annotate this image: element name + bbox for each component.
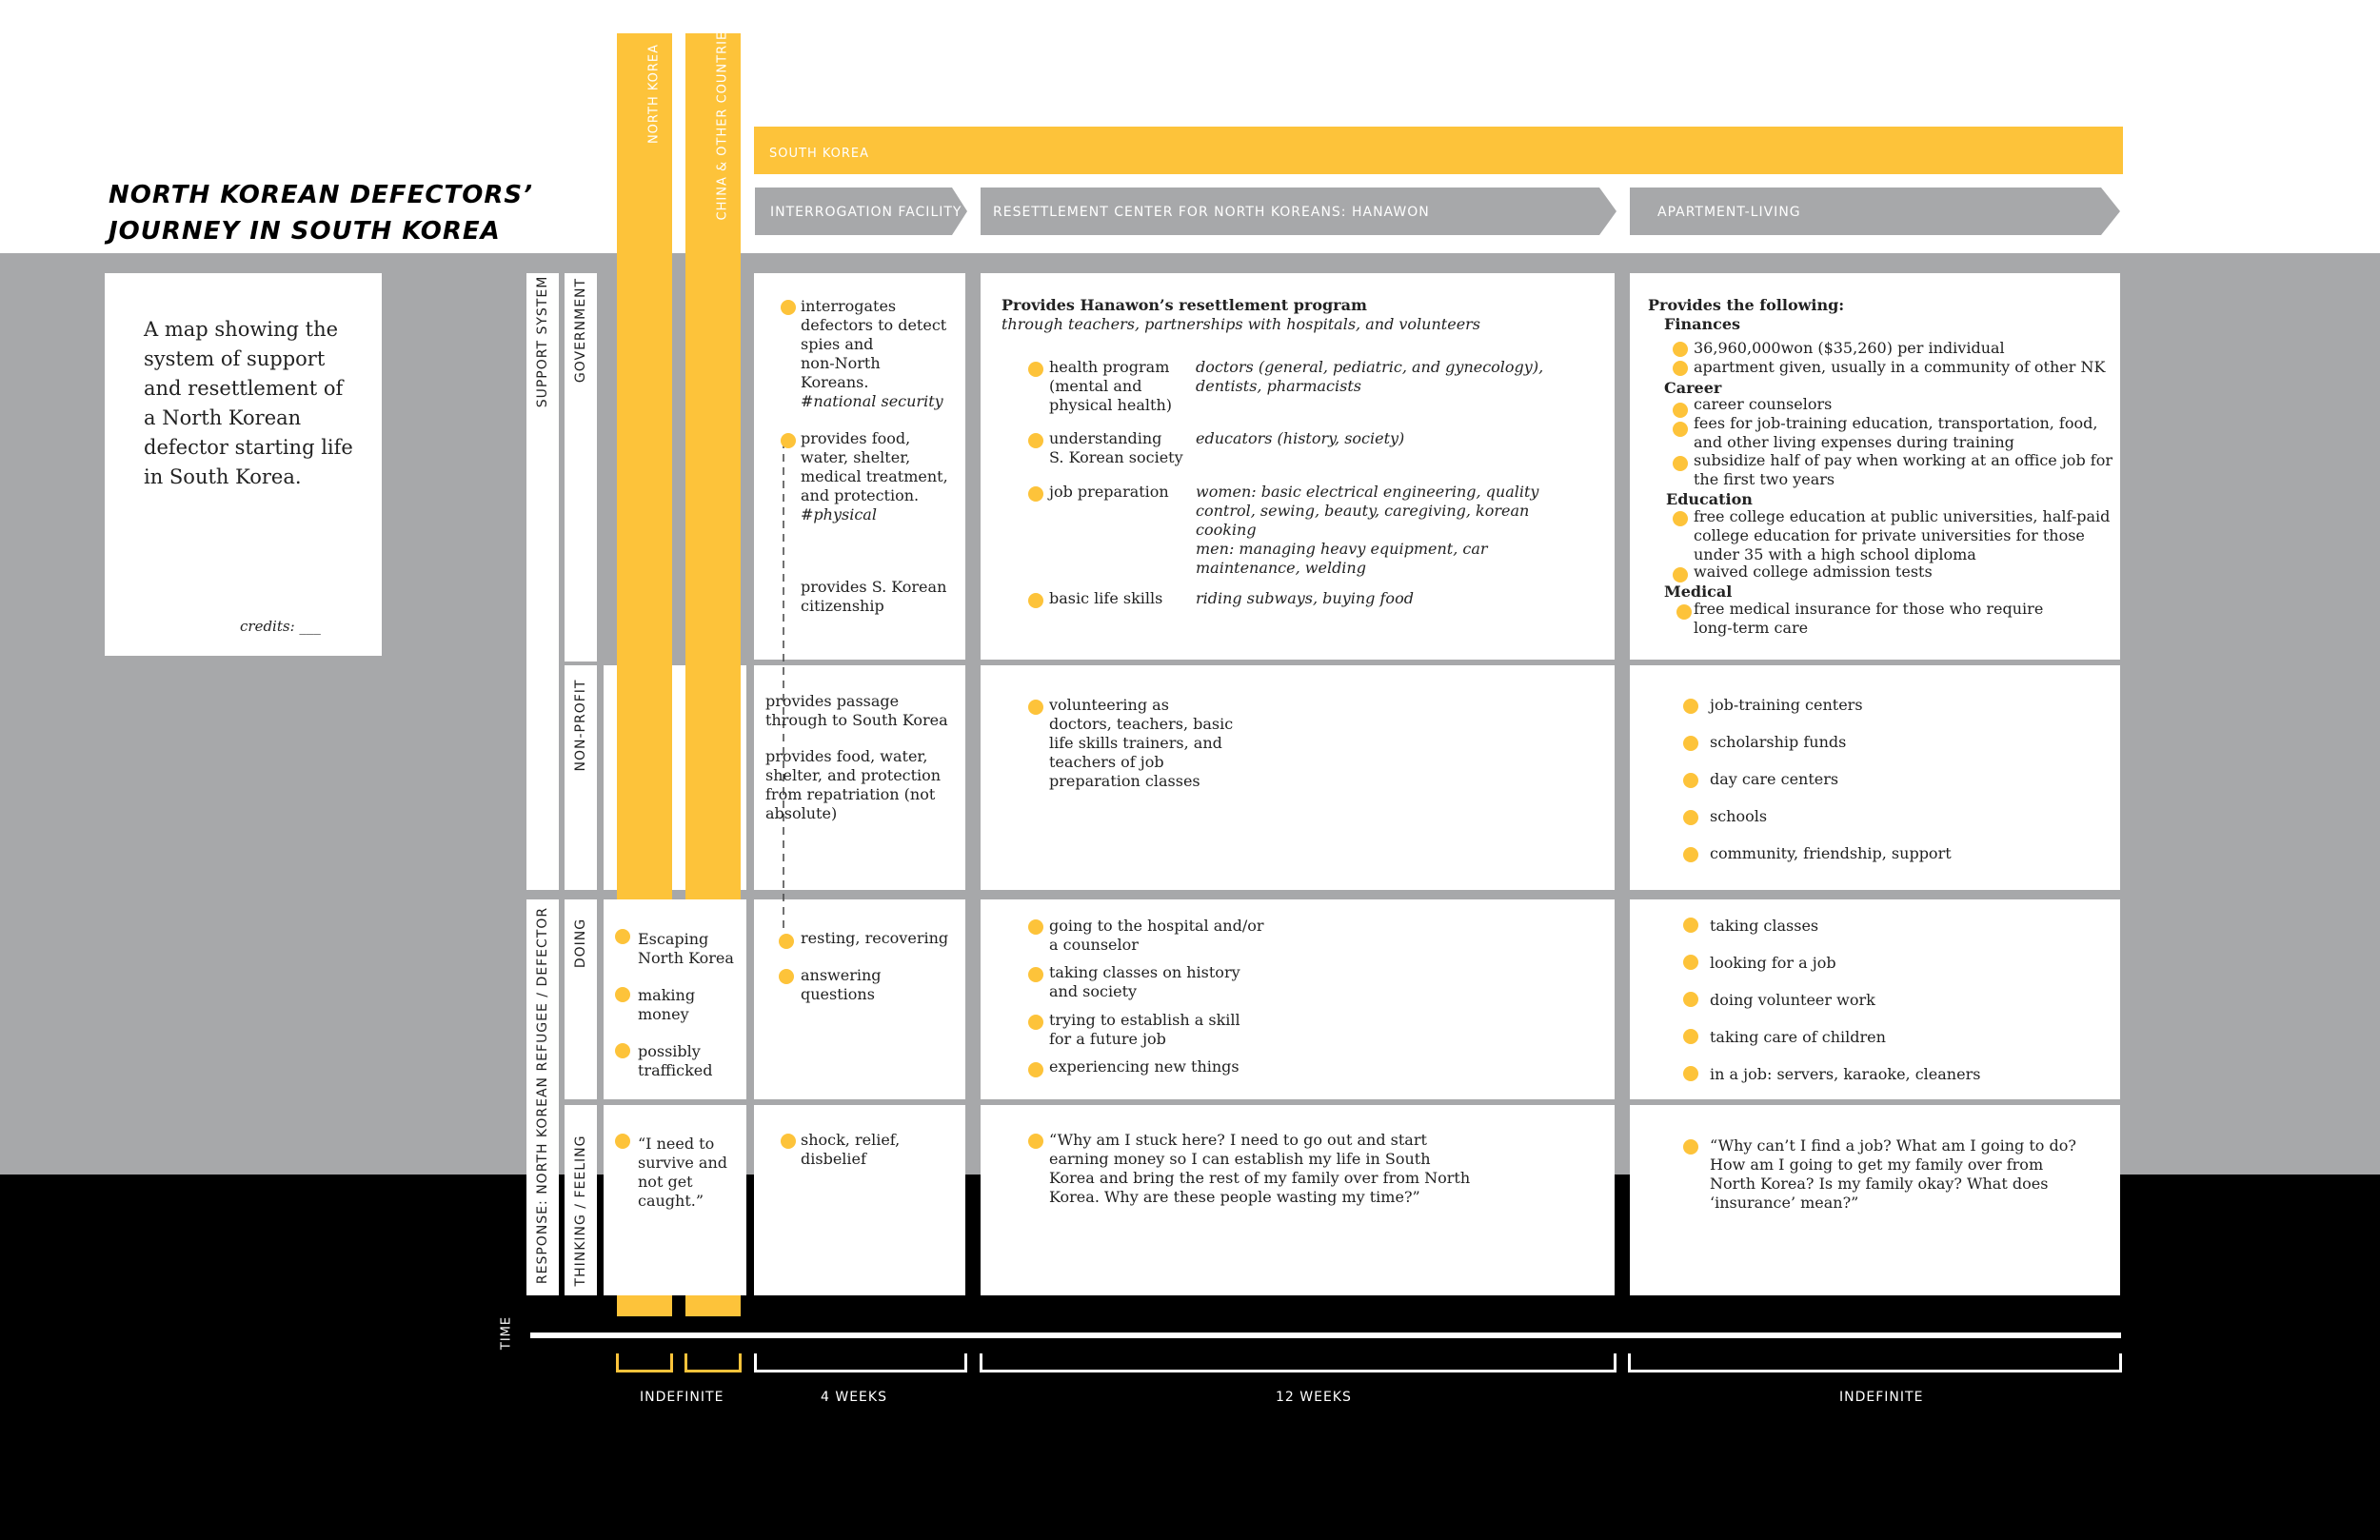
bullet-dot	[1673, 422, 1688, 437]
title-line-2: JOURNEY IN SOUTH KOREA	[109, 217, 501, 246]
hanawon-gov-label-1: health program (mental and physical health)	[1049, 358, 1173, 414]
bullet-dot	[1673, 511, 1688, 526]
time-axis	[530, 1333, 2121, 1338]
bullet-dot	[1683, 810, 1698, 825]
bullet-dot	[1673, 361, 1688, 376]
bullet-dot	[781, 1134, 796, 1149]
apartment-nonprofit-2: scholarship funds	[1710, 733, 1847, 751]
bullet-dot	[1683, 736, 1698, 751]
bullet-dot	[781, 433, 796, 448]
description-text: A map showing the system of support and resettlement of a North Korean defector starting life in South Korea.	[144, 318, 353, 488]
south-korea-label: SOUTH KOREA	[769, 147, 870, 161]
bullet-dot	[615, 1043, 630, 1058]
hanawon-subheading: through teachers, partnerships with hospitals, and volunteers	[1002, 315, 1481, 333]
response-label: RESPONSE: NORTH KOREAN REFUGEE / DEFECTOR	[535, 906, 550, 1285]
weeks-4-label: 4 WEEKS	[821, 1390, 887, 1405]
medical-item-1: free medical insurance for those who require long-term care	[1694, 600, 2044, 637]
bullet-dot	[1673, 567, 1688, 582]
title-line-1: NORTH KOREAN DEFECTORS’	[109, 181, 533, 209]
support-system-label: SUPPORT SYSTEM	[535, 275, 550, 408]
bullet-dot	[1673, 456, 1688, 471]
interrogation-thinking-text: shock, relief, disbelief	[801, 1131, 901, 1168]
bullet-dot	[1028, 1062, 1043, 1077]
interrogation-item-3: provides S. Korean citizenship	[801, 578, 947, 615]
bullet-dot	[779, 934, 794, 949]
nk-thinking-text: “I need to survive and not get caught.”	[638, 1135, 727, 1210]
bullet-dot	[1028, 919, 1043, 935]
government-label: GOVERNMENT	[573, 277, 588, 384]
apartment-doing-5: in a job: servers, karaoke, cleaners	[1710, 1065, 1981, 1083]
education-item-1: free college education at public universities, half-paid college education for private universities for those under 35 with a high school diploma	[1694, 507, 2111, 563]
apartment-nonprofit-1: job-training centers	[1710, 696, 1863, 714]
interrogation-duration-bracket	[754, 1353, 967, 1372]
bullet-dot	[1683, 1029, 1698, 1044]
education-item-2: waived college admission tests	[1694, 563, 1933, 581]
apartment-doing-4: taking care of children	[1710, 1028, 1886, 1046]
finances-item-1: 36,960,000won ($35,260) per individual	[1694, 339, 2005, 357]
apartment-doing-3: doing volunteer work	[1710, 991, 1875, 1009]
hanawon-gov-detail-3: women: basic electrical engineering, quality control, sewing, beauty, caregiving, korean cooking men: managing heavy equipment, car maintenance, welding	[1196, 483, 1539, 577]
bullet-dot	[1683, 699, 1698, 714]
nk-duration-bracket	[616, 1353, 673, 1372]
bullet-dot	[1028, 362, 1043, 377]
china-nonprofit-item-1: provides passage through to South Korea	[765, 692, 948, 729]
thinking-label: THINKING / FEELING	[573, 1135, 588, 1287]
bullet-dot	[615, 1134, 630, 1149]
bullet-dot	[779, 969, 794, 984]
bullet-dot	[1683, 955, 1698, 970]
hanawon-stage-label: RESETTLEMENT CENTER FOR NORTH KOREANS: HANAWON	[993, 205, 1430, 220]
hanawon-doing-3: trying to establish a skill for a future job	[1049, 1011, 1240, 1048]
weeks-12-label: 12 WEEKS	[1276, 1390, 1352, 1405]
hanawon-doing-1: going to the hospital and/or a counselor	[1049, 917, 1264, 954]
finances-item-2: apartment given, usually in a community of other NK	[1694, 358, 2106, 376]
interrogation-doing-1: resting, recovering	[801, 929, 949, 947]
medical-heading: Medical	[1664, 582, 1733, 601]
north-korea-label: NORTH KOREA	[646, 43, 662, 145]
doing-label: DOING	[573, 918, 588, 969]
bullet-dot	[1683, 1066, 1698, 1081]
bullet-dot	[1028, 1015, 1043, 1030]
hanawon-nonprofit-text: volunteering as doctors, teachers, basic life skills trainers, and teachers of job preparation classes	[1049, 696, 1234, 790]
bullet-dot	[1683, 847, 1698, 862]
bullet-dot	[1683, 1139, 1698, 1155]
bullet-dot	[615, 929, 630, 944]
hanawon-heading: Provides Hanawon’s resettlement program	[1002, 296, 1367, 314]
hanawon-thinking-text: “Why am I stuck here? I need to go out and start earning money so I can establish my life in South Korea and bring the rest of my family over from North Korea. Why are these people wasting my time?”	[1049, 1131, 1471, 1206]
apartment-doing-2: looking for a job	[1710, 954, 1836, 972]
apartment-stage-label: APARTMENT-LIVING	[1657, 205, 1801, 220]
nk-doing-3: possibly trafficked	[638, 1042, 713, 1079]
apartment-thinking-text: “Why can’t I find a job? What am I going to do? How am I going to get my family over from North Korea? Is my family okay? What does ‘insurance’ mean?”	[1710, 1136, 2076, 1212]
nk-doing-2: making money	[638, 986, 696, 1023]
finances-heading: Finances	[1664, 315, 1740, 333]
apartment-duration-bracket	[1628, 1353, 2122, 1372]
indefinite-label-2: INDEFINITE	[1839, 1390, 1924, 1405]
bullet-dot	[1028, 433, 1043, 448]
apartment-heading: Provides the following:	[1648, 296, 1845, 314]
bullet-dot	[1673, 342, 1688, 357]
bullet-dot	[1028, 1134, 1043, 1149]
hanawon-gov-detail-4: riding subways, buying food	[1196, 589, 1414, 607]
bullet-dot	[615, 987, 630, 1002]
time-label: TIME	[499, 1315, 514, 1351]
china-nonprofit-item-2: provides food, water, shelter, and protection from repatriation (not absolute)	[765, 747, 942, 822]
bullet-dot	[1028, 700, 1043, 715]
china-duration-bracket	[684, 1353, 742, 1372]
hanawon-gov-detail-2: educators (history, society)	[1196, 429, 1405, 447]
bullet-dot	[1683, 992, 1698, 1007]
career-item-1: career counselors	[1694, 395, 1833, 413]
apartment-nonprofit-3: day care centers	[1710, 770, 1839, 788]
hanawon-gov-label-2: understanding S. Korean society	[1049, 429, 1183, 466]
interrogation-item-2: provides food, water, shelter, medical treatment, and protection. #physical	[801, 429, 948, 523]
bullet-dot	[1028, 967, 1043, 982]
apartment-nonprofit-4: schools	[1710, 807, 1768, 825]
hanawon-doing-2: taking classes on history and society	[1049, 963, 1240, 1000]
apartment-doing-1: taking classes	[1710, 917, 1819, 935]
bullet-dot	[1683, 773, 1698, 788]
hanawon-gov-label-3: job preparation	[1049, 483, 1169, 501]
education-heading: Education	[1666, 490, 1753, 508]
non-profit-label: NON-PROFIT	[573, 679, 588, 772]
hanawon-gov-label-4: basic life skills	[1049, 589, 1163, 607]
credits-text: credits: ___	[240, 618, 321, 635]
career-heading: Career	[1664, 379, 1722, 397]
bullet-dot	[1676, 604, 1692, 620]
bullet-dot	[781, 300, 796, 315]
career-item-2: fees for job-training education, transportation, food, and other living expenses during training	[1694, 414, 2098, 451]
career-item-3: subsidize half of pay when working at an office job for the first two years	[1694, 451, 2112, 488]
interrogation-stage-label: INTERROGATION FACILITY	[770, 205, 962, 220]
bullet-dot	[1028, 593, 1043, 608]
bullet-dot	[1028, 486, 1043, 502]
hanawon-gov-detail-1: doctors (general, pediatric, and gynecology), dentists, pharmacists	[1196, 358, 1544, 395]
apartment-nonprofit-5: community, friendship, support	[1710, 844, 1952, 862]
china-label: CHINA & OTHER COUNTRIES	[715, 22, 730, 221]
interrogation-item-1: interrogates defectors to detect spies and non-North Koreans. #national security	[801, 297, 947, 410]
hanawon-duration-bracket	[980, 1353, 1616, 1372]
bullet-dot	[1683, 918, 1698, 933]
bullet-dot	[1673, 403, 1688, 418]
indefinite-label-1: INDEFINITE	[640, 1390, 724, 1405]
hanawon-doing-4: experiencing new things	[1049, 1057, 1240, 1076]
nk-doing-1: Escaping North Korea	[638, 930, 734, 967]
interrogation-doing-2: answering questions	[801, 966, 882, 1003]
